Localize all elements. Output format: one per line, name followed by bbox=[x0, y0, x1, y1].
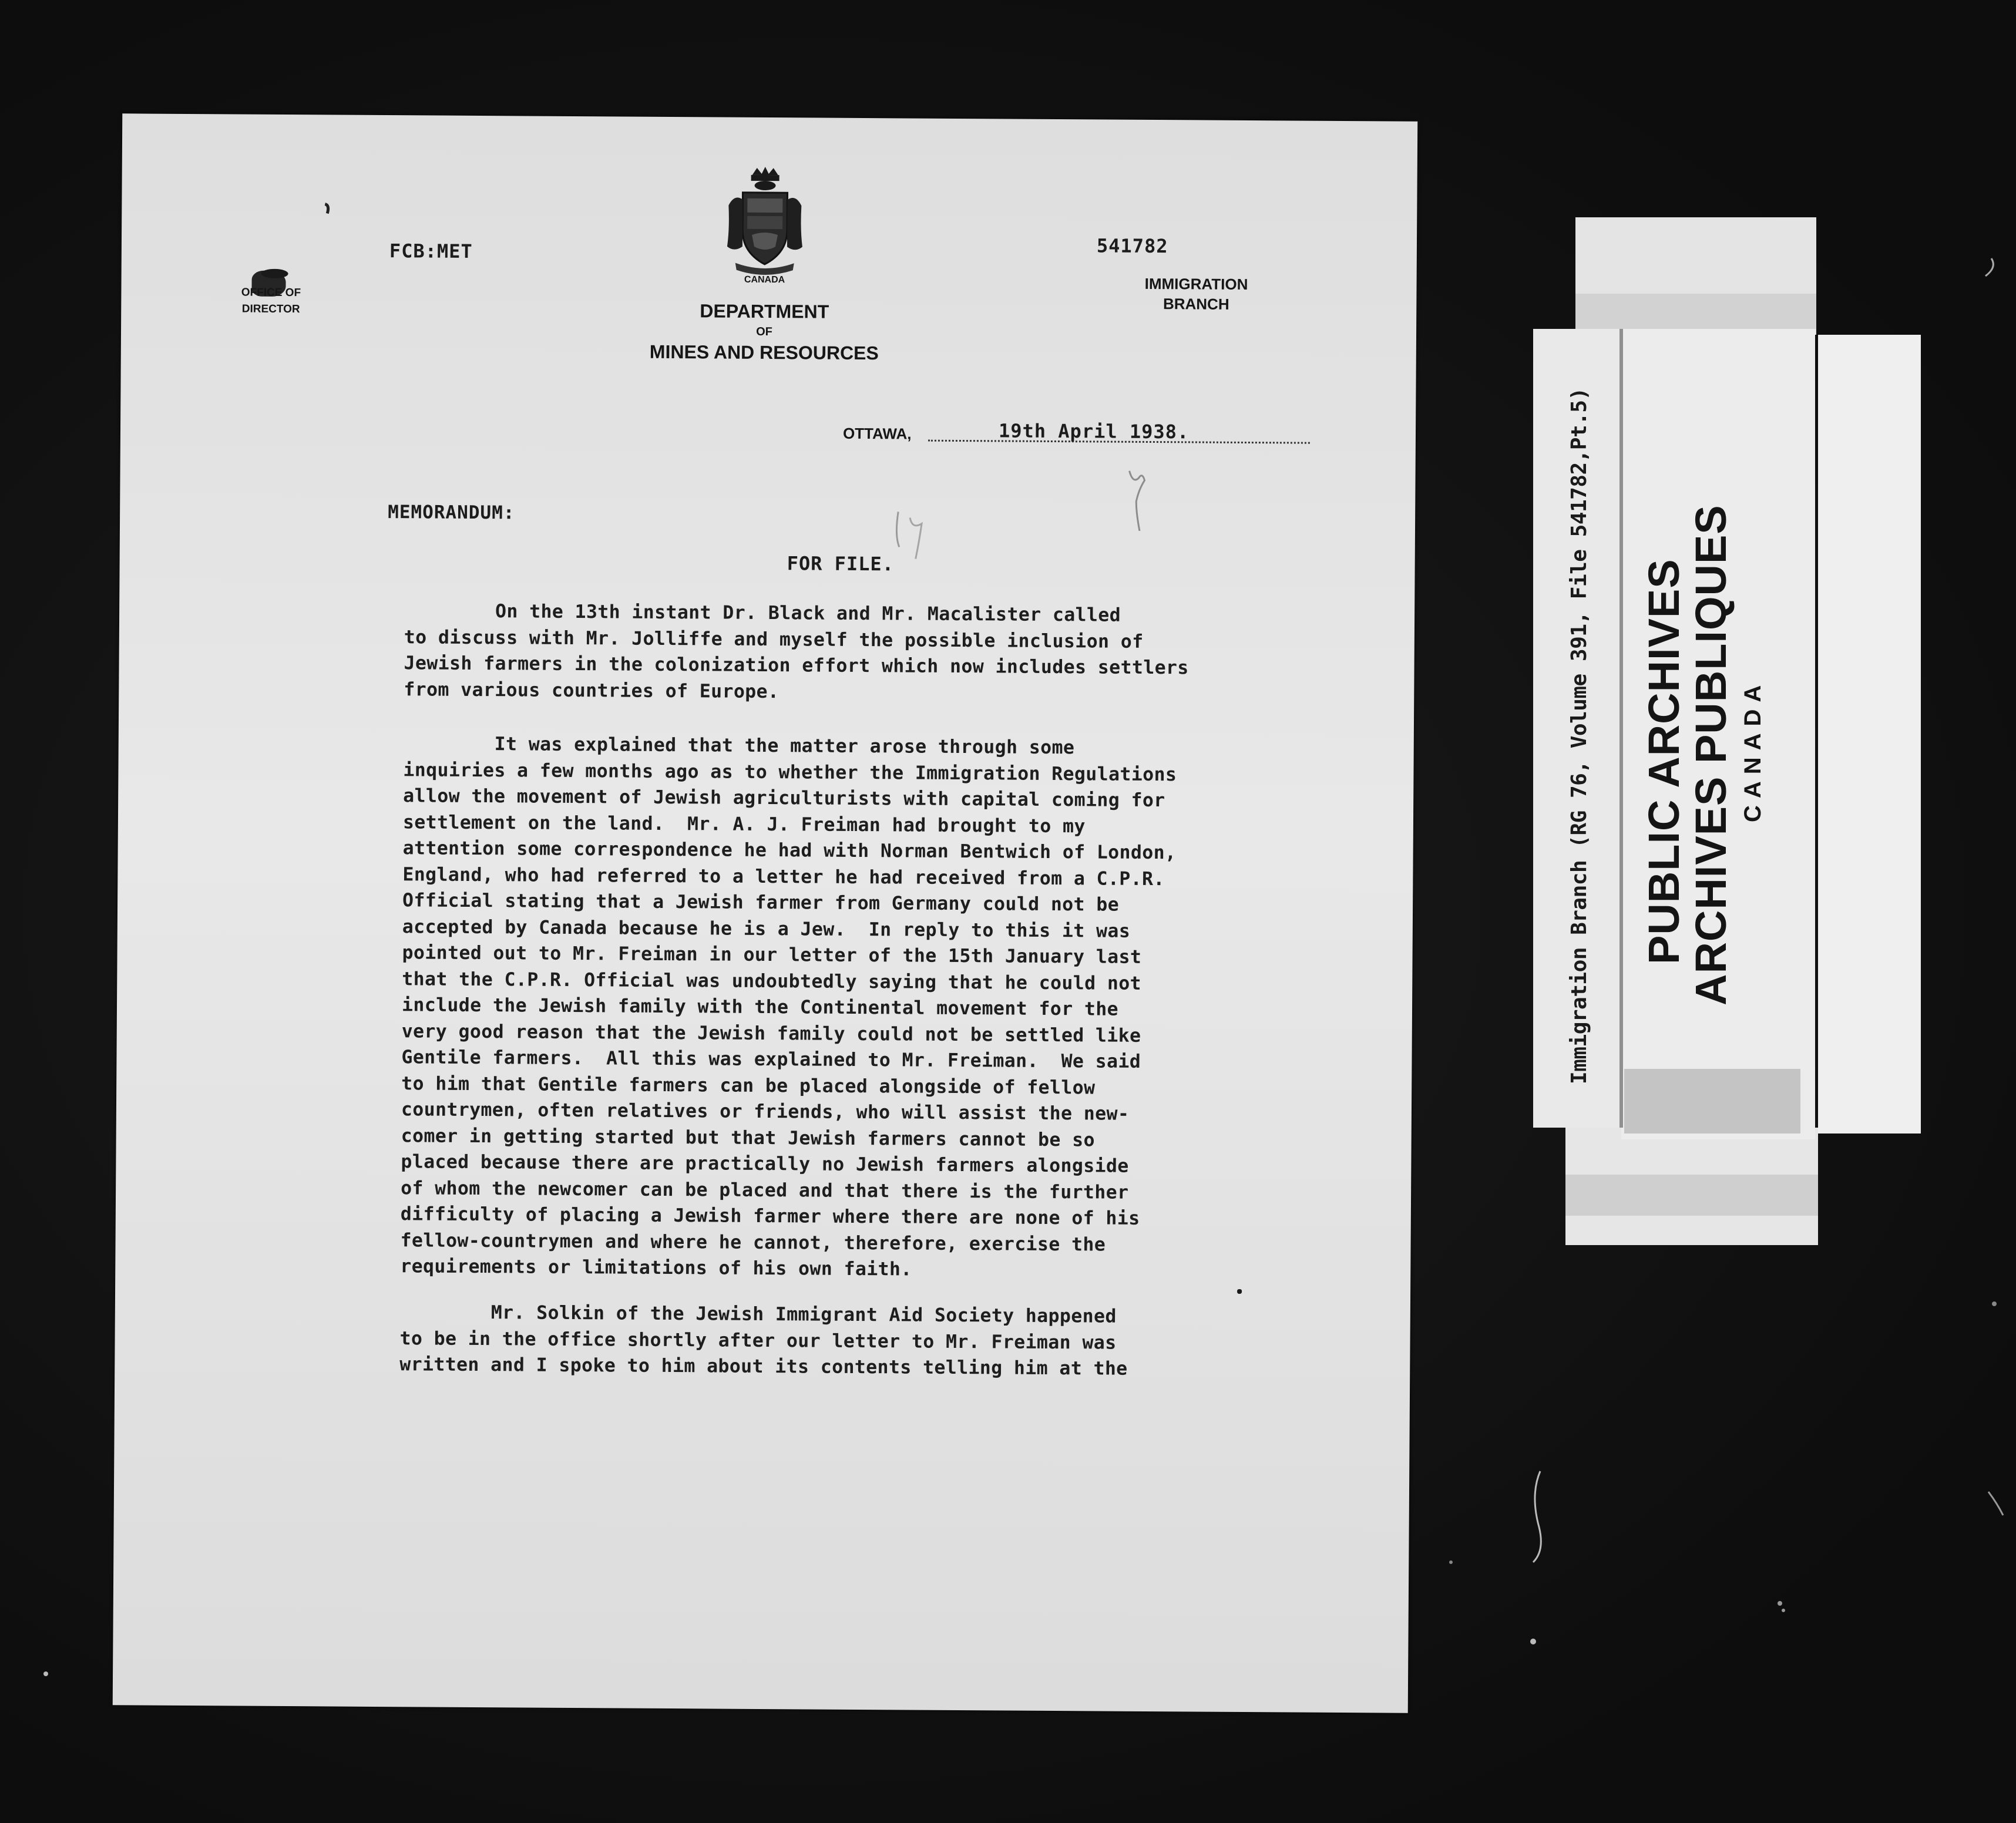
paragraph-line: of whom the newcomer can be placed and that there is the further bbox=[401, 1177, 1129, 1203]
place-label: OTTAWA, bbox=[842, 424, 912, 443]
paragraph-line: England, who had referred to a letter he had received from a C.P.R. bbox=[402, 863, 1165, 890]
speck bbox=[43, 1671, 48, 1676]
speck bbox=[1533, 1471, 1541, 1562]
paragraph-line: attention some correspondence he had with Norman Bentwich of London, bbox=[402, 837, 1177, 864]
paragraph-line: settlement on the land. Mr. A. J. Freiman had brought to my bbox=[402, 811, 1086, 837]
paragraph-line: to him that Gentile farmers can be placed alongside of fellow bbox=[401, 1072, 1096, 1098]
branch-line1: IMMIGRATION bbox=[1144, 274, 1248, 294]
paragraph-line: Mr. Solkin of the Jewish Immigrant Aid Society happened bbox=[399, 1301, 1117, 1327]
archive-title-line1: PUBLIC ARCHIVES bbox=[1639, 559, 1688, 964]
speck bbox=[1985, 258, 1993, 276]
reference-code: FCB:MET bbox=[389, 240, 473, 263]
paragraph-line: inquiries a few months ago as to whether the Immigration Regulations bbox=[403, 759, 1177, 785]
paragraph-line: that the C.P.R. Official was undoubtedly saying that he could not bbox=[402, 968, 1142, 994]
paragraph-line: include the Jewish family with the Continental movement for the bbox=[401, 994, 1119, 1020]
speck bbox=[1778, 1601, 1782, 1606]
paragraph-line: requirements or limitations of his own faith. bbox=[400, 1256, 912, 1280]
archive-title-line3: CANADA bbox=[1740, 678, 1766, 822]
paragraph-line: Official stating that a Jewish farmer from Germany could not be bbox=[402, 890, 1120, 916]
speck bbox=[1992, 1301, 1997, 1306]
paragraph-line: On the 13th instant Dr. Black and Mr. Macalister called bbox=[404, 600, 1121, 626]
paragraph-line: difficulty of placing a Jewish farmer where there are none of his bbox=[400, 1203, 1140, 1229]
paragraph-line: It was explained that the matter arose through some bbox=[403, 733, 1075, 759]
office-line1: OFFICE OF bbox=[241, 286, 301, 300]
paragraph-line: Gentile farmers. All this was explained to Mr. Freiman. We said bbox=[401, 1047, 1141, 1072]
paragraph-line: comer in getting started but that Jewish farmers cannot be so bbox=[401, 1125, 1096, 1151]
memo-date: 19th April 1938. bbox=[998, 419, 1190, 443]
paragraph-line: placed because there are practically no Jewish farmers alongside bbox=[401, 1151, 1129, 1177]
paragraph-line: to be in the office shortly after our letter to Mr. Freiman was bbox=[399, 1327, 1117, 1354]
paragraph-line: very good reason that the Jewish family could not be settled like bbox=[401, 1020, 1141, 1047]
archive-title-line2: ARCHIVES PUBLIQUES bbox=[1686, 504, 1735, 1005]
department-line2: OF bbox=[756, 325, 773, 339]
speck bbox=[1988, 1492, 2003, 1515]
file-number: 541782 bbox=[1096, 234, 1168, 258]
paragraph-line: written and I spoke to him about its contents telling him at the bbox=[399, 1354, 1128, 1380]
archive-reference: Immigration Branch (RG 76, Volume 391, File 541782,Pt.5) bbox=[1567, 388, 1591, 1084]
paragraph-line: from various countries of Europe. bbox=[404, 678, 779, 702]
memo-heading: MEMORANDUM: bbox=[388, 502, 515, 524]
department-line1: DEPARTMENT bbox=[700, 300, 829, 322]
paragraph-line: fellow-countrymen and where he cannot, therefore, exercise the bbox=[400, 1229, 1106, 1256]
memo-subheading: FOR FILE. bbox=[787, 552, 895, 576]
paragraph-line: countrymen, often relatives or friends, who will assist the new- bbox=[401, 1099, 1130, 1125]
speck bbox=[1782, 1609, 1785, 1612]
office-line2: DIRECTOR bbox=[241, 302, 300, 316]
paragraph-line: allow the movement of Jewish agriculturists with capital coming for bbox=[403, 785, 1165, 812]
paragraph-line: accepted by Canada because he is a Jew. In reply to this it was bbox=[402, 916, 1131, 942]
speck bbox=[1449, 1560, 1453, 1564]
country-label: CANADA bbox=[744, 274, 785, 285]
paragraph-line: to discuss with Mr. Jolliffe and myself the possible inclusion of bbox=[404, 626, 1144, 652]
paragraph-line: Jewish farmers in the colonization effort which now includes settlers bbox=[404, 652, 1189, 679]
department-line3: MINES AND RESOURCES bbox=[649, 341, 879, 364]
branch-line2: BRANCH bbox=[1162, 295, 1229, 313]
speck bbox=[1530, 1639, 1536, 1644]
paragraph-line: pointed out to Mr. Freiman in our letter of the 15th January last bbox=[402, 942, 1142, 968]
